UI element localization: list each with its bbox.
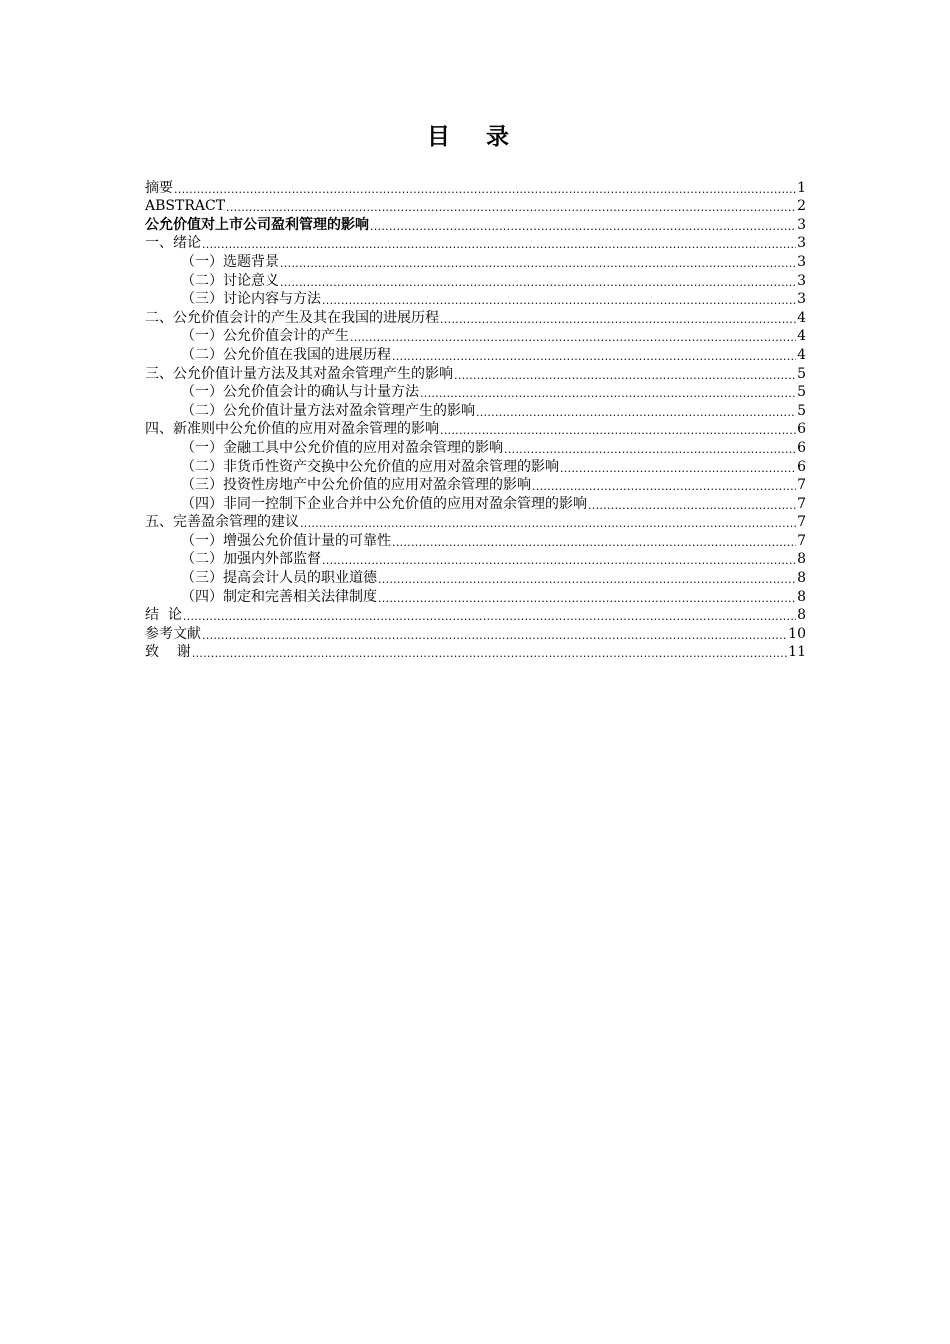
toc-entry-page-number: 5 bbox=[797, 402, 806, 419]
toc-entry[interactable] bbox=[145, 457, 806, 476]
toc-entry-page-number: 7 bbox=[797, 514, 806, 531]
toc-entry-page-number: 3 bbox=[797, 272, 806, 289]
toc-entry[interactable] bbox=[145, 215, 806, 234]
toc-entry[interactable] bbox=[145, 327, 806, 346]
toc-dot-leader bbox=[392, 536, 796, 550]
toc-dot-leader bbox=[226, 201, 796, 215]
toc-entry-title: 五、完善盈余管理的建议 bbox=[145, 514, 299, 531]
toc-dot-leader bbox=[350, 331, 796, 345]
toc-entry-page-number: 6 bbox=[797, 458, 806, 475]
toc-entry-title: ABSTRACT bbox=[145, 198, 226, 215]
toc-entry[interactable] bbox=[145, 252, 806, 271]
toc-entry-page-number: 6 bbox=[797, 421, 806, 438]
toc-dot-leader bbox=[420, 387, 796, 401]
toc-entry-page-number: 3 bbox=[797, 235, 806, 252]
toc-entry[interactable] bbox=[145, 438, 806, 457]
toc-entry-page-number: 3 bbox=[797, 216, 806, 233]
toc-entry-title: （二）非货币性资产交换中公允价值的应用对盈余管理的影响 bbox=[181, 458, 559, 475]
toc-entry-page-number: 2 bbox=[797, 198, 806, 215]
toc-entry[interactable] bbox=[145, 345, 806, 364]
toc-entry-title: （一）选题背景 bbox=[181, 253, 279, 270]
toc-entry-page-number: 4 bbox=[797, 328, 806, 345]
toc-entry-page-number: 7 bbox=[797, 495, 806, 512]
toc-entry[interactable] bbox=[145, 624, 806, 643]
toc-entry[interactable] bbox=[145, 308, 806, 327]
toc-entry-title: （一）公允价值会计的确认与计量方法 bbox=[181, 384, 419, 401]
toc-entry-title: （三）讨论内容与方法 bbox=[181, 291, 321, 308]
toc-entry-title: （二）加强内外部监督 bbox=[181, 551, 321, 568]
toc-entry[interactable] bbox=[145, 234, 806, 253]
toc-entry-title: （四）制定和完善相关法律制度 bbox=[181, 588, 377, 605]
toc-dot-leader bbox=[174, 183, 796, 197]
toc-entry[interactable] bbox=[145, 494, 806, 513]
toc-dot-leader bbox=[370, 220, 796, 234]
toc-dot-leader bbox=[300, 517, 796, 531]
toc-entry-page-number: 3 bbox=[797, 253, 806, 270]
toc-dot-leader bbox=[183, 610, 796, 624]
toc-entry-page-number: 6 bbox=[797, 439, 806, 456]
toc-entry[interactable] bbox=[145, 476, 806, 495]
toc-entry[interactable] bbox=[145, 568, 806, 587]
toc-dot-leader bbox=[476, 406, 796, 420]
toc-entry-title: （一）公允价值会计的产生 bbox=[181, 328, 349, 345]
toc-dot-leader bbox=[378, 573, 796, 587]
toc-entry-page-number: 11 bbox=[788, 644, 806, 661]
toc-dot-leader bbox=[454, 369, 796, 383]
toc-entry-title: （二）公允价值在我国的进展历程 bbox=[181, 346, 391, 363]
toc-dot-leader bbox=[202, 629, 787, 643]
toc-dot-leader bbox=[532, 480, 796, 494]
toc-dot-leader bbox=[504, 443, 796, 457]
toc-entry-page-number: 7 bbox=[797, 532, 806, 549]
toc-entry-title: （三）提高会计人员的职业道德 bbox=[181, 570, 377, 587]
toc-entry[interactable] bbox=[145, 290, 806, 309]
toc-entry-page-number: 8 bbox=[797, 607, 806, 624]
toc-list bbox=[145, 178, 806, 661]
toc-entry-page-number: 10 bbox=[788, 625, 806, 642]
toc-entry-page-number: 4 bbox=[797, 346, 806, 363]
toc-entry-title: 一、绪论 bbox=[145, 235, 201, 252]
toc-entry[interactable] bbox=[145, 383, 806, 402]
toc-dot-leader bbox=[588, 499, 796, 513]
toc-entry[interactable] bbox=[145, 271, 806, 290]
toc-entry[interactable] bbox=[145, 587, 806, 606]
toc-dot-leader bbox=[440, 313, 796, 327]
toc-entry[interactable] bbox=[145, 531, 806, 550]
toc-entry-title: （四）非同一控制下企业合并中公允价值的应用对盈余管理的影响 bbox=[181, 495, 587, 512]
toc-entry[interactable] bbox=[145, 513, 806, 532]
toc-entry-title: 三、公允价值计量方法及其对盈余管理产生的影响 bbox=[145, 365, 453, 382]
toc-dot-leader bbox=[202, 238, 796, 252]
toc-entry[interactable] bbox=[145, 178, 806, 197]
toc-entry-page-number: 5 bbox=[797, 384, 806, 401]
toc-dot-leader bbox=[280, 257, 796, 271]
toc-entry-title: 四、新准则中公允价值的应用对盈余管理的影响 bbox=[145, 421, 439, 438]
toc-dot-leader bbox=[322, 294, 796, 308]
toc-entry[interactable] bbox=[145, 197, 806, 216]
toc-entry-page-number: 8 bbox=[797, 570, 806, 587]
toc-dot-leader bbox=[560, 462, 796, 476]
toc-entry[interactable] bbox=[145, 606, 806, 625]
toc-entry-title: （二）公允价值计量方法对盈余管理产生的影响 bbox=[181, 402, 475, 419]
toc-entry-title: 参考文献 bbox=[145, 625, 201, 642]
toc-entry-page-number: 8 bbox=[797, 588, 806, 605]
toc-entry[interactable] bbox=[145, 364, 806, 383]
toc-entry-page-number: 8 bbox=[797, 551, 806, 568]
toc-entry-title: （二）讨论意义 bbox=[181, 272, 279, 289]
toc-entry-page-number: 5 bbox=[797, 365, 806, 382]
toc-dot-leader bbox=[280, 276, 796, 290]
toc-dot-leader bbox=[192, 647, 787, 661]
toc-entry[interactable] bbox=[145, 401, 806, 420]
toc-entry-title: （一）增强公允价值计量的可靠性 bbox=[181, 532, 391, 549]
toc-entry-title: （一）金融工具中公允价值的应用对盈余管理的影响 bbox=[181, 439, 503, 456]
toc-entry-title: 摘要 bbox=[145, 179, 173, 196]
toc-entry-page-number: 3 bbox=[797, 291, 806, 308]
toc-dot-leader bbox=[378, 592, 796, 606]
toc-entry[interactable] bbox=[145, 643, 806, 662]
toc-entry-title: 二、公允价值会计的产生及其在我国的进展历程 bbox=[145, 309, 439, 326]
toc-entry-page-number: 1 bbox=[797, 179, 806, 196]
toc-title: 目 录 bbox=[426, 124, 523, 150]
toc-entry-title: 结 论 bbox=[145, 607, 182, 624]
toc-dot-leader bbox=[392, 350, 796, 364]
toc-dot-leader bbox=[440, 424, 796, 438]
toc-entry-title: 致 谢 bbox=[145, 644, 191, 661]
toc-dot-leader bbox=[322, 554, 796, 568]
toc-entry-title: （三）投资性房地产中公允价值的应用对盈余管理的影响 bbox=[181, 477, 531, 494]
toc-entry-page-number: 4 bbox=[797, 309, 806, 326]
toc-entry-title: 公允价值对上市公司盈利管理的影响 bbox=[145, 216, 369, 233]
toc-entry[interactable] bbox=[145, 420, 806, 439]
toc-entry-page-number: 7 bbox=[797, 477, 806, 494]
toc-entry[interactable] bbox=[145, 550, 806, 569]
